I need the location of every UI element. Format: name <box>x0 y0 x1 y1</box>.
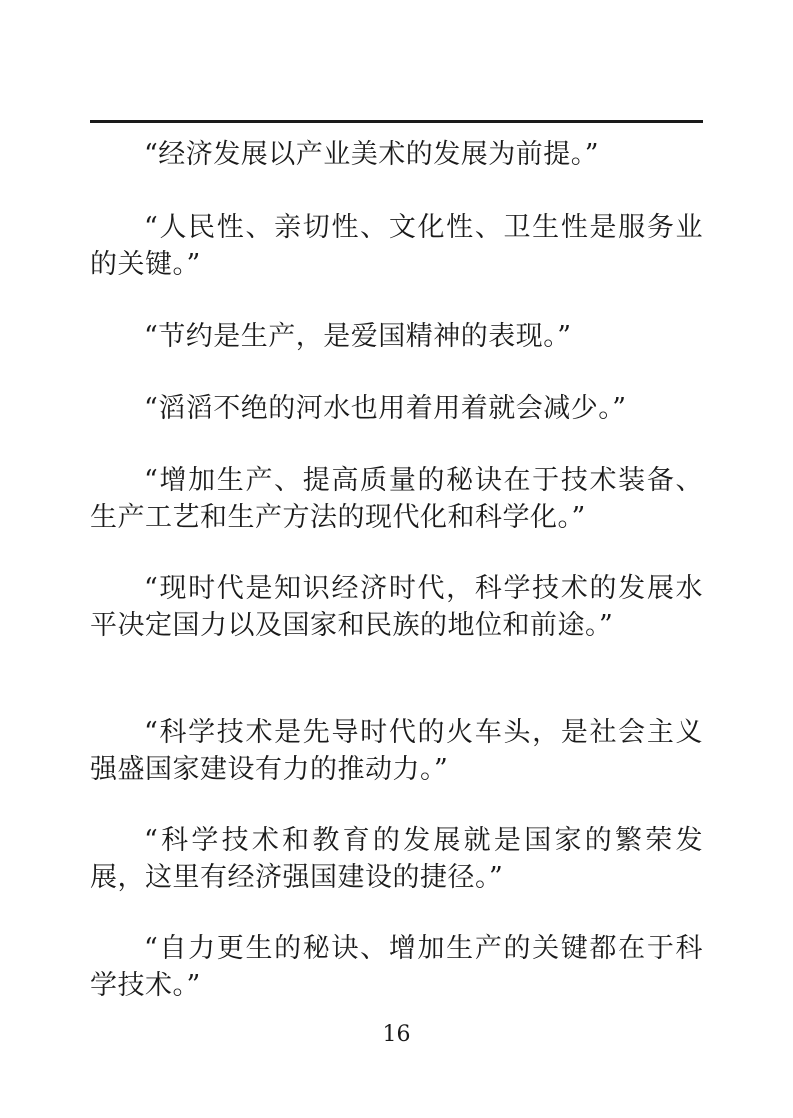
quote-paragraph: “增加生产、提高质量的秘诀在于技术装备、生产工艺和生产方法的现代化和科学化。” <box>90 465 703 533</box>
quote-paragraph: “科学技术和教育的发展就是国家的繁荣发展，这里有经济强国建设的捷径。” <box>90 825 703 893</box>
quote-paragraph: “滔滔不绝的河水也用着用着就会减少。” <box>144 393 627 424</box>
quote-paragraph: “人民性、亲切性、文化性、卫生性是服务业的关键。” <box>90 212 703 280</box>
quote-paragraph: “经济发展以产业美术的发展为前提。” <box>144 139 600 170</box>
quote-paragraph: “科学技术是先导时代的火车头，是社会主义强盛国家建设有力的推动力。” <box>90 717 703 785</box>
quote-paragraph: “现时代是知识经济时代，科学技术的发展水平决定国力以及国家和民族的地位和前途。” <box>90 573 703 641</box>
quote-paragraph: “自力更生的秘诀、增加生产的关键都在于科学技术。” <box>90 933 703 1001</box>
quote-paragraph: “节约是生产，是爱国精神的表现。” <box>144 321 572 352</box>
page-number: 16 <box>382 1022 411 1047</box>
header-rule <box>90 120 703 123</box>
